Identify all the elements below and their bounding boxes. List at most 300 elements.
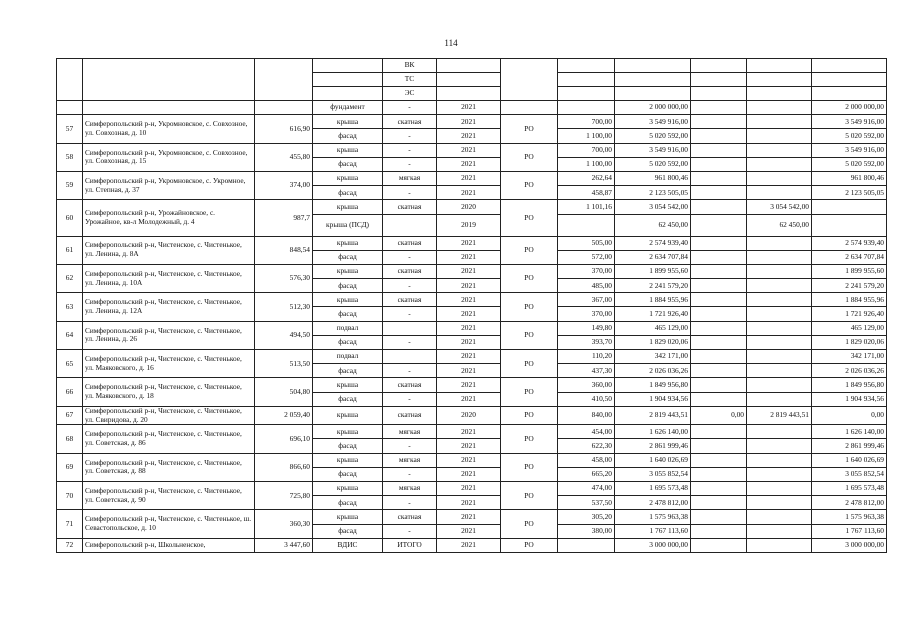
cost-col1-cell — [691, 250, 747, 264]
area-cell: 504,80 — [255, 378, 313, 406]
work-cell: крыша — [313, 115, 383, 129]
type-cell: - — [383, 467, 437, 481]
area-cell: 725,80 — [255, 482, 313, 510]
type-cell: скатная — [383, 406, 437, 425]
cost-cell: 2 861 999,46 — [615, 439, 691, 453]
total-cell — [812, 200, 887, 214]
table-row — [57, 115, 887, 129]
repair-program-table — [56, 58, 887, 553]
cost-col1-cell — [691, 439, 747, 453]
type-cell: скатная — [383, 115, 437, 129]
year-cell — [437, 73, 501, 87]
cost-col1-cell — [691, 510, 747, 524]
method-cell: РО — [501, 406, 558, 425]
cost-col2-cell — [747, 264, 812, 278]
row-number-cell: 69 — [57, 453, 83, 481]
type-cell: - — [383, 250, 437, 264]
total-cell: 5 020 592,00 — [812, 129, 887, 143]
table-row — [57, 425, 887, 439]
cost-col2-cell — [747, 538, 812, 552]
type-cell: - — [383, 279, 437, 293]
cost-cell: 1 626 140,00 — [615, 425, 691, 439]
amount-cell: 537,50 — [558, 496, 615, 510]
cost-cell: 5 020 592,00 — [615, 157, 691, 171]
cost-col1-cell — [691, 73, 747, 87]
year-cell: 2021 — [437, 524, 501, 538]
table-row — [57, 538, 887, 552]
amount-cell: 410,50 — [558, 392, 615, 406]
area-cell: 987,7 — [255, 200, 313, 236]
amount-cell — [558, 214, 615, 236]
row-number-cell: 70 — [57, 482, 83, 510]
address-cell: Симферопольский р-н, Чистенское, с. Чистенькое, ул. Маяковского, д. 18 — [83, 378, 255, 406]
work-cell: крыша — [313, 482, 383, 496]
work-cell: крыша — [313, 293, 383, 307]
cost-col1-cell — [691, 335, 747, 349]
table-row — [57, 350, 887, 364]
cost-col1-cell — [691, 496, 747, 510]
type-cell: скатная — [383, 510, 437, 524]
work-cell: фасад — [313, 335, 383, 349]
table-row — [57, 293, 887, 307]
cost-cell: 2 000 000,00 — [615, 101, 691, 115]
work-cell: фасад — [313, 307, 383, 321]
cost-cell: 1 884 955,96 — [615, 293, 691, 307]
method-cell — [501, 101, 558, 115]
cost-col2-cell — [747, 425, 812, 439]
cost-col2-cell — [747, 439, 812, 453]
address-cell: Симферопольский р-н, Чистенское, с. Чистенькое, ул. Советская, д. 90 — [83, 482, 255, 510]
amount-cell: 458,87 — [558, 186, 615, 200]
work-cell: фасад — [313, 392, 383, 406]
total-cell: 1 575 963,38 — [812, 510, 887, 524]
page-number: 114 — [444, 38, 458, 48]
work-cell: ВДИС — [313, 538, 383, 552]
address-cell: Симферопольский р-н, Укромновское, с. Совхозное, ул. Совхозная, д. 10 — [83, 115, 255, 143]
work-cell: крыша (ПСД) — [313, 214, 383, 236]
cost-cell: 62 450,00 — [615, 214, 691, 236]
year-cell: 2021 — [437, 143, 501, 157]
year-cell: 2021 — [437, 115, 501, 129]
amount-cell — [558, 87, 615, 101]
method-cell: РО — [501, 171, 558, 199]
row-number-cell: 71 — [57, 510, 83, 538]
year-cell: 2021 — [437, 482, 501, 496]
year-cell: 2021 — [437, 335, 501, 349]
amount-cell: 367,00 — [558, 293, 615, 307]
type-cell — [383, 321, 437, 335]
year-cell — [437, 87, 501, 101]
type-cell: - — [383, 496, 437, 510]
amount-cell: 370,00 — [558, 264, 615, 278]
total-cell: 961 800,46 — [812, 171, 887, 185]
total-cell: 342 171,00 — [812, 350, 887, 364]
total-cell: 2 026 036,26 — [812, 364, 887, 378]
cost-col1-cell — [691, 264, 747, 278]
amount-cell: 360,00 — [558, 378, 615, 392]
type-cell: - — [383, 364, 437, 378]
year-cell: 2021 — [437, 171, 501, 185]
amount-cell: 1 100,00 — [558, 129, 615, 143]
cost-col1-cell — [691, 364, 747, 378]
area-cell: 848,54 — [255, 236, 313, 264]
type-cell: ВК — [383, 59, 437, 73]
cost-col2-cell — [747, 279, 812, 293]
total-cell: 2 861 999,46 — [812, 439, 887, 453]
amount-cell: 572,00 — [558, 250, 615, 264]
year-cell: 2019 — [437, 214, 501, 236]
amount-cell: 380,00 — [558, 524, 615, 538]
total-cell: 2 000 000,00 — [812, 101, 887, 115]
cost-cell: 342 171,00 — [615, 350, 691, 364]
year-cell: 2021 — [437, 293, 501, 307]
table-row — [57, 321, 887, 335]
cost-col1-cell — [691, 350, 747, 364]
total-cell: 1 695 573,48 — [812, 482, 887, 496]
total-cell — [812, 73, 887, 87]
total-cell — [812, 59, 887, 73]
cost-cell — [615, 73, 691, 87]
work-cell: фасад — [313, 279, 383, 293]
amount-cell — [558, 73, 615, 87]
year-cell: 2021 — [437, 307, 501, 321]
work-cell: фасад — [313, 157, 383, 171]
work-cell: подвал — [313, 350, 383, 364]
method-cell: РО — [501, 453, 558, 481]
method-cell — [501, 59, 558, 101]
cost-cell — [615, 87, 691, 101]
area-cell: 513,50 — [255, 350, 313, 378]
cost-col1-cell — [691, 186, 747, 200]
amount-cell: 1 100,00 — [558, 157, 615, 171]
type-cell: - — [383, 129, 437, 143]
method-cell: РО — [501, 538, 558, 552]
address-cell — [83, 101, 255, 115]
cost-col1-cell — [691, 115, 747, 129]
address-cell: Симферопольский р-н, Чистенское, с. Чистенькое, ул. Ленина, д. 10А — [83, 264, 255, 292]
total-cell: 3 055 852,54 — [812, 467, 887, 481]
address-cell: Симферопольский р-н, Школьненское, — [83, 538, 255, 552]
year-cell: 2021 — [437, 186, 501, 200]
cost-cell: 2 574 939,40 — [615, 236, 691, 250]
method-cell: РО — [501, 482, 558, 510]
total-cell: 2 574 939,40 — [812, 236, 887, 250]
row-number-cell: 58 — [57, 143, 83, 171]
address-cell: Симферопольский р-н, Чистенское, с. Чистенькое, ул. Свиридова, д. 20 — [83, 406, 255, 425]
cost-col1-cell — [691, 453, 747, 467]
total-cell — [812, 214, 887, 236]
cost-col2-cell — [747, 236, 812, 250]
method-cell: РО — [501, 264, 558, 292]
row-number-cell: 67 — [57, 406, 83, 425]
cost-col2-cell — [747, 378, 812, 392]
cost-col2-cell — [747, 143, 812, 157]
cost-col1-cell — [691, 538, 747, 552]
amount-cell — [558, 538, 615, 552]
cost-col1-cell — [691, 101, 747, 115]
row-number-cell: 61 — [57, 236, 83, 264]
method-cell: РО — [501, 143, 558, 171]
area-cell: 455,80 — [255, 143, 313, 171]
type-cell: - — [383, 335, 437, 349]
type-cell: скатная — [383, 264, 437, 278]
cost-col1-cell — [691, 157, 747, 171]
cost-col2-cell — [747, 73, 812, 87]
cost-col2-cell — [747, 129, 812, 143]
cost-col1-cell — [691, 236, 747, 250]
cost-col2-cell — [747, 115, 812, 129]
cost-cell: 1 829 020,06 — [615, 335, 691, 349]
type-cell: - — [383, 524, 437, 538]
table-row — [57, 200, 887, 214]
amount-cell: 393,70 — [558, 335, 615, 349]
cost-col1-cell — [691, 59, 747, 73]
year-cell: 2021 — [437, 439, 501, 453]
amount-cell: 700,00 — [558, 115, 615, 129]
cost-cell: 5 020 592,00 — [615, 129, 691, 143]
cost-col1-cell — [691, 467, 747, 481]
table-row — [57, 264, 887, 278]
cost-cell: 2 241 579,20 — [615, 279, 691, 293]
amount-cell — [558, 59, 615, 73]
cost-cell: 3 055 852,54 — [615, 467, 691, 481]
year-cell: 2021 — [437, 101, 501, 115]
cost-cell: 3 054 542,00 — [615, 200, 691, 214]
table-row — [57, 171, 887, 185]
area-cell: 3 447,60 — [255, 538, 313, 552]
table-row — [57, 482, 887, 496]
address-cell — [83, 59, 255, 101]
cost-cell: 3 549 916,00 — [615, 115, 691, 129]
amount-cell: 474,00 — [558, 482, 615, 496]
cost-cell — [615, 59, 691, 73]
table-row — [57, 378, 887, 392]
table-row — [57, 510, 887, 524]
area-cell: 696,10 — [255, 425, 313, 453]
type-cell: - — [383, 307, 437, 321]
method-cell: РО — [501, 236, 558, 264]
cost-col2-cell: 2 819 443,51 — [747, 406, 812, 425]
address-cell: Симферопольский р-н, Укромновское, с. Укромное, ул. Степная, д. 37 — [83, 171, 255, 199]
type-cell: скатная — [383, 200, 437, 214]
type-cell: мягкая — [383, 453, 437, 467]
total-cell: 2 634 707,84 — [812, 250, 887, 264]
address-cell: Симферопольский р-н, Укромновское, с. Совхозное, ул. Совхозная, д. 15 — [83, 143, 255, 171]
cost-col1-cell — [691, 171, 747, 185]
method-cell: РО — [501, 115, 558, 143]
total-cell: 2 123 505,05 — [812, 186, 887, 200]
cost-col2-cell — [747, 250, 812, 264]
year-cell: 2021 — [437, 467, 501, 481]
type-cell: скатная — [383, 236, 437, 250]
address-cell: Симферопольский р-н, Урожайновское, с. Урожайное, кв-л Молодежный, д. 4 — [83, 200, 255, 236]
work-cell: крыша — [313, 510, 383, 524]
total-cell: 1 767 113,60 — [812, 524, 887, 538]
cost-cell: 465 129,00 — [615, 321, 691, 335]
work-cell: фасад — [313, 250, 383, 264]
cost-col2-cell — [747, 321, 812, 335]
cost-col2-cell — [747, 364, 812, 378]
type-cell: - — [383, 392, 437, 406]
cost-cell: 1 767 113,60 — [615, 524, 691, 538]
work-cell: крыша — [313, 406, 383, 425]
cost-col2-cell — [747, 524, 812, 538]
cost-cell: 3 000 000,00 — [615, 538, 691, 552]
cost-col2-cell — [747, 335, 812, 349]
year-cell: 2021 — [437, 279, 501, 293]
year-cell: 2021 — [437, 378, 501, 392]
method-cell: РО — [501, 293, 558, 321]
cost-col1-cell — [691, 378, 747, 392]
work-cell: фасад — [313, 186, 383, 200]
cost-col2-cell — [747, 392, 812, 406]
year-cell: 2021 — [437, 496, 501, 510]
year-cell: 2021 — [437, 453, 501, 467]
year-cell: 2021 — [437, 350, 501, 364]
cost-cell: 1 849 956,80 — [615, 378, 691, 392]
cost-cell: 1 899 955,60 — [615, 264, 691, 278]
amount-cell: 110,20 — [558, 350, 615, 364]
amount-cell: 665,20 — [558, 467, 615, 481]
cost-col2-cell — [747, 87, 812, 101]
work-cell: крыша — [313, 143, 383, 157]
total-cell: 3 549 916,00 — [812, 115, 887, 129]
area-cell: 576,30 — [255, 264, 313, 292]
cost-col2-cell — [747, 453, 812, 467]
cost-col2-cell: 62 450,00 — [747, 214, 812, 236]
row-number-cell: 62 — [57, 264, 83, 292]
work-cell: фасад — [313, 467, 383, 481]
year-cell: 2021 — [437, 236, 501, 250]
area-cell: 866,60 — [255, 453, 313, 481]
work-cell: подвал — [313, 321, 383, 335]
row-number-cell: 64 — [57, 321, 83, 349]
work-cell: крыша — [313, 264, 383, 278]
cost-col1-cell — [691, 482, 747, 496]
cost-cell: 1 575 963,38 — [615, 510, 691, 524]
year-cell: 2020 — [437, 200, 501, 214]
amount-cell: 700,00 — [558, 143, 615, 157]
area-cell: 616,90 — [255, 115, 313, 143]
cost-col1-cell — [691, 425, 747, 439]
total-cell: 1 899 955,60 — [812, 264, 887, 278]
row-number-cell: 68 — [57, 425, 83, 453]
total-cell: 465 129,00 — [812, 321, 887, 335]
row-number-cell: 72 — [57, 538, 83, 552]
table-row — [57, 406, 887, 425]
amount-cell: 437,30 — [558, 364, 615, 378]
total-cell: 1 626 140,00 — [812, 425, 887, 439]
cost-cell: 2 478 812,00 — [615, 496, 691, 510]
total-cell: 1 904 934,56 — [812, 392, 887, 406]
amount-cell: 505,00 — [558, 236, 615, 250]
work-cell: крыша — [313, 378, 383, 392]
cost-col2-cell: 3 054 542,00 — [747, 200, 812, 214]
cost-cell: 2 026 036,26 — [615, 364, 691, 378]
work-cell: фасад — [313, 439, 383, 453]
type-cell: ЭС — [383, 87, 437, 101]
type-cell: мягкая — [383, 171, 437, 185]
amount-cell: 262,64 — [558, 171, 615, 185]
cost-col1-cell — [691, 307, 747, 321]
cost-cell: 2 123 505,05 — [615, 186, 691, 200]
area-cell — [255, 101, 313, 115]
cost-cell: 961 800,46 — [615, 171, 691, 185]
cost-col2-cell — [747, 101, 812, 115]
year-cell: 2021 — [437, 510, 501, 524]
year-cell: 2021 — [437, 392, 501, 406]
table-row — [57, 236, 887, 250]
type-cell — [383, 214, 437, 236]
row-number-cell — [57, 59, 83, 101]
work-cell: фасад — [313, 524, 383, 538]
total-cell: 1 721 926,40 — [812, 307, 887, 321]
cost-col1-cell — [691, 321, 747, 335]
method-cell: РО — [501, 200, 558, 236]
type-cell: скатная — [383, 378, 437, 392]
method-cell: РО — [501, 321, 558, 349]
cost-col1-cell — [691, 200, 747, 214]
cost-col1-cell — [691, 214, 747, 236]
work-cell: крыша — [313, 200, 383, 214]
amount-cell: 149,80 — [558, 321, 615, 335]
work-cell: фасад — [313, 364, 383, 378]
method-cell: РО — [501, 510, 558, 538]
area-cell — [255, 59, 313, 101]
cost-col2-cell — [747, 496, 812, 510]
cost-cell: 2 634 707,84 — [615, 250, 691, 264]
address-cell: Симферопольский р-н, Чистенское, с. Чистенькое, ул. Советская, д. 86 — [83, 425, 255, 453]
cost-col2-cell — [747, 482, 812, 496]
total-cell: 3 549 916,00 — [812, 143, 887, 157]
row-number-cell: 65 — [57, 350, 83, 378]
cost-col2-cell — [747, 293, 812, 307]
year-cell — [437, 59, 501, 73]
row-number-cell: 63 — [57, 293, 83, 321]
type-cell: ИТОГО — [383, 538, 437, 552]
cost-col1-cell — [691, 293, 747, 307]
address-cell: Симферопольский р-н, Чистенское, с. Чистенькое, ул. Ленина, д. 12А — [83, 293, 255, 321]
cost-col1-cell — [691, 87, 747, 101]
total-cell: 0,00 — [812, 406, 887, 425]
total-cell: 1 640 026,69 — [812, 453, 887, 467]
cost-col2-cell — [747, 467, 812, 481]
year-cell: 2021 — [437, 157, 501, 171]
total-cell: 1 884 955,96 — [812, 293, 887, 307]
total-cell: 5 020 592,00 — [812, 157, 887, 171]
total-cell: 2 478 812,00 — [812, 496, 887, 510]
work-cell: крыша — [313, 171, 383, 185]
row-number-cell — [57, 101, 83, 115]
area-cell: 512,30 — [255, 293, 313, 321]
year-cell: 2021 — [437, 538, 501, 552]
cost-col2-cell — [747, 350, 812, 364]
amount-cell — [558, 101, 615, 115]
amount-cell: 454,00 — [558, 425, 615, 439]
type-cell: ТС — [383, 73, 437, 87]
work-cell: фасад — [313, 496, 383, 510]
method-cell: РО — [501, 378, 558, 406]
table-row — [57, 59, 887, 73]
cost-col2-cell — [747, 157, 812, 171]
row-number-cell: 66 — [57, 378, 83, 406]
address-cell: Симферопольский р-н, Чистенское, с. Чистенькое, ул. Ленина, д. 8А — [83, 236, 255, 264]
year-cell: 2020 — [437, 406, 501, 425]
area-cell: 360,30 — [255, 510, 313, 538]
cost-col1-cell — [691, 143, 747, 157]
type-cell: - — [383, 439, 437, 453]
cost-col1-cell: 0,00 — [691, 406, 747, 425]
